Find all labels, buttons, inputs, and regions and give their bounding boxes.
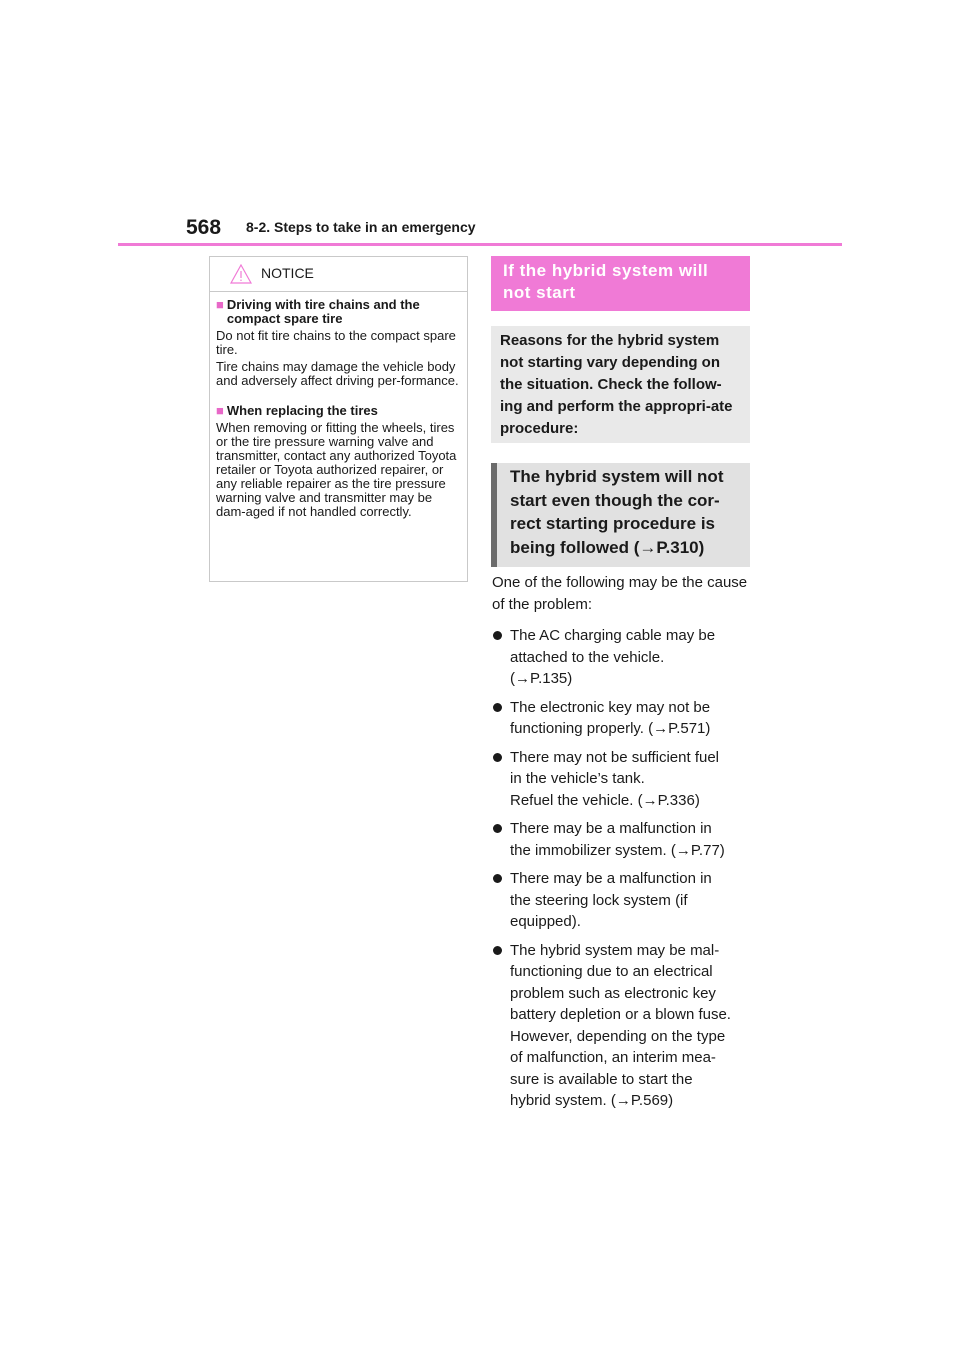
page-number: 568 — [186, 216, 222, 239]
bullet-dot-icon — [493, 874, 502, 883]
notice-item-heading-text: When replacing the tires — [226, 403, 378, 418]
list-item: There may be a malfunction in the immobilizer system. (→P.77) — [492, 818, 754, 861]
header-divider — [118, 243, 842, 246]
square-bullet-icon: ■ — [216, 297, 224, 312]
notice-label: NOTICE — [261, 265, 314, 281]
square-bullet-icon: ■ — [216, 403, 224, 418]
section-title: 8-2. Steps to take in an emergency — [246, 219, 476, 235]
notice-box — [209, 256, 468, 582]
bullet-dot-icon — [493, 946, 502, 955]
list-item: The hybrid system may be mal- functioning due to an electrical problem such as electronic key battery depletion or a blown fuse. However, depending on the type of malfunction, an interim mea- sure is available to start the hybrid system. (→P.569) — [492, 940, 754, 1112]
notice-paragraph: Tire chains may damage the vehicle body and adversely affect driving per-formance. — [216, 359, 459, 388]
body-text — [492, 572, 754, 1119]
bullet-dot-icon — [493, 824, 502, 833]
intro-box: Reasons for the hybrid system not starting vary depending on the situation. Check the follow-ing and perform the appropri-ate procedure: — [491, 326, 750, 443]
list-item: There may be a malfunction in the steering lock system (if equipped). — [492, 868, 754, 933]
cause-list — [492, 625, 754, 1112]
bullet-dot-icon — [493, 703, 502, 712]
section-heading: If the hybrid system will not start — [491, 256, 750, 311]
notice-body — [210, 292, 467, 519]
notice-header — [210, 257, 467, 292]
list-item: The electronic key may not be functioning properly. (→P.571) — [492, 697, 754, 740]
notice-item-heading — [216, 404, 459, 418]
bullet-dot-icon — [493, 631, 502, 640]
lead-paragraph: One of the following may be the cause of the problem: — [492, 574, 748, 613]
list-item: The AC charging cable may be attached to the vehicle. (→P.135) — [492, 625, 754, 690]
notice-paragraph: Do not fit tire chains to the compact spare tire. — [216, 328, 456, 357]
list-item: There may not be sufficient fuel in the vehicle’s tank. Refuel the vehicle. (→P.336) — [492, 747, 754, 812]
notice-item-heading-text: Driving with tire chains and the compact spare tire — [226, 297, 420, 326]
warning-triangle-icon — [230, 264, 252, 284]
bullet-dot-icon — [493, 753, 502, 762]
notice-item-heading — [216, 298, 459, 326]
notice-paragraph: When removing or fitting the wheels, tires or the tire pressure warning valve and transmitter, contact any authorized Toyota retailer or Toyota authorized repairer, or any reliable repairer as the tire pressure warning valve and transmitter may be dam-aged if not handled correctly. — [216, 420, 457, 519]
subsection-heading: The hybrid system will not start even though the cor-rect starting procedure is being followed (→P.310) — [491, 463, 750, 567]
